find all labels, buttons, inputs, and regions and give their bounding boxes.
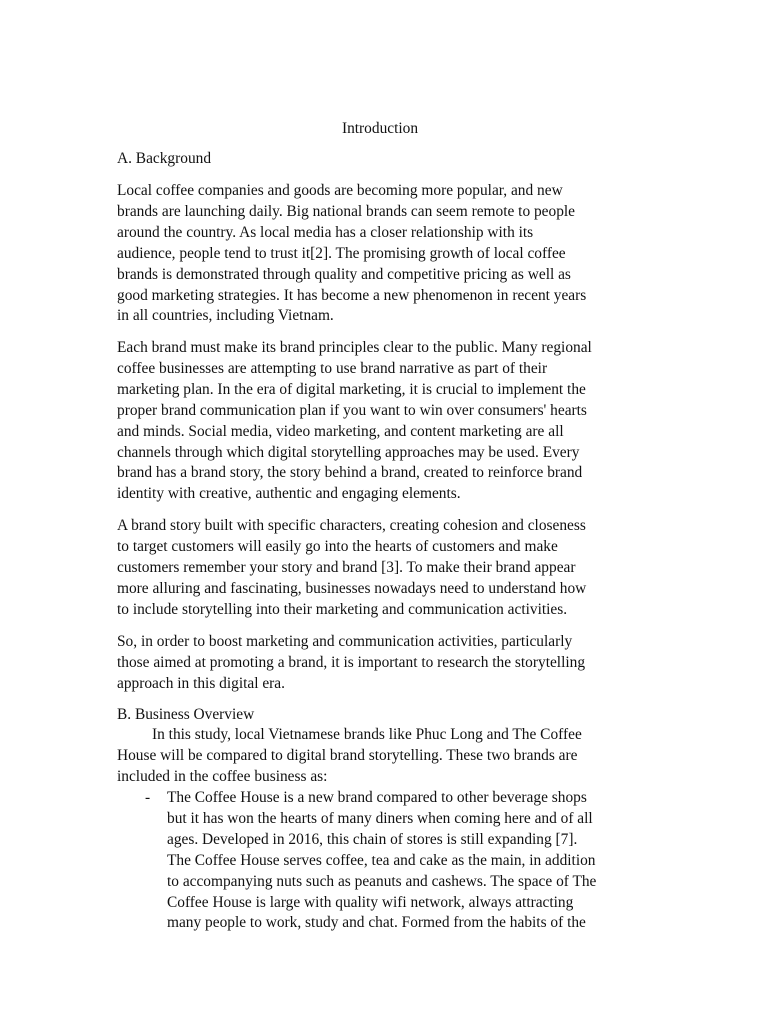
text-line: brand has a brand story, the story behind a brand, created to reinforce brand [117, 464, 583, 482]
text-line: approach in this digital era. [117, 674, 285, 692]
text-line: in all countries, including Vietnam. [117, 307, 334, 325]
text-line: The Coffee House is a new brand compared to other beverage shops [167, 789, 587, 806]
page-title: Introduction [341, 120, 419, 137]
text-line: good marketing strategies. It has become a new phenomenon in recent years [117, 286, 587, 304]
text-line: Each brand must make its brand principles clear to the public. Many regional [117, 339, 592, 356]
text-line: and minds. Social media, video marketing, and content marketing are all [117, 422, 564, 440]
text-line: Local coffee companies and goods are becoming more popular, and new [117, 182, 563, 199]
text-line: more alluring and fascinating, businesses nowadays need to understand how [117, 579, 587, 597]
text-line: channels through which digital storytelling approaches may be used. Every [117, 443, 580, 461]
text-line: identity with creative, authentic and engaging elements. [117, 485, 461, 503]
text-line: but it has won the hearts of many diners when coming here and of all [167, 809, 593, 827]
paragraph-background-4 [117, 632, 677, 695]
text-line: Coffee House is large with quality wifi network, always attracting [167, 893, 574, 911]
section-b-heading: B. Business Overview [117, 706, 255, 723]
text-line: audience, people tend to trust it[2]. The promising growth of local coffee [117, 244, 566, 262]
text-line: The Coffee House serves coffee, tea and cake as the main, in addition [167, 851, 596, 869]
text-line: brands are launching daily. Big national brands can seem remote to people [117, 202, 576, 220]
text-line: In this study, local Vietnamese brands like Phuc Long and The Coffee [152, 726, 582, 743]
paragraph-background-3 [117, 516, 677, 621]
text-line: So, in order to boost marketing and communication activities, particularly [117, 633, 573, 650]
text-line: customers remember your story and brand [3]. To make their brand appear [117, 558, 576, 576]
text-line: brands is demonstrated through quality and competitive pricing as well as [117, 265, 571, 283]
text-line: to include storytelling into their marketing and communication activities. [117, 600, 568, 618]
text-line: marketing plan. In the era of digital marketing, it is crucial to implement the [117, 380, 586, 398]
business-bullet-list [117, 788, 697, 934]
paragraph-background-2 [117, 338, 677, 505]
text-line: included in the coffee business as: [117, 767, 328, 785]
text-line: ages. Developed in 2016, this chain of stores is still expanding [7]. [167, 830, 578, 848]
text-line: to target customers will easily go into the hearts of customers and make [117, 537, 558, 555]
list-item [117, 788, 697, 934]
text-line: coffee businesses are attempting to use brand narrative as part of their [117, 359, 548, 377]
text-line: House will be compared to digital brand storytelling. These two brands are [117, 746, 578, 764]
bullet-marker: - [145, 789, 151, 806]
paragraph-business-intro [117, 725, 677, 788]
text-line: many people to work, study and chat. Formed from the habits of the [167, 914, 586, 932]
text-line: proper brand communication plan if you want to win over consumers' hearts [117, 401, 587, 419]
text-line: those aimed at promoting a brand, it is important to research the storytelling [117, 653, 586, 671]
text-line: to accompanying nuts such as peanuts and cashews. The space of The [167, 872, 597, 890]
text-line: A brand story built with specific characters, creating cohesion and closeness [117, 517, 586, 534]
section-a-heading: A. Background [117, 150, 212, 167]
paragraph-background-1 [117, 181, 677, 327]
text-line: around the country. As local media has a closer relationship with its [117, 223, 534, 241]
